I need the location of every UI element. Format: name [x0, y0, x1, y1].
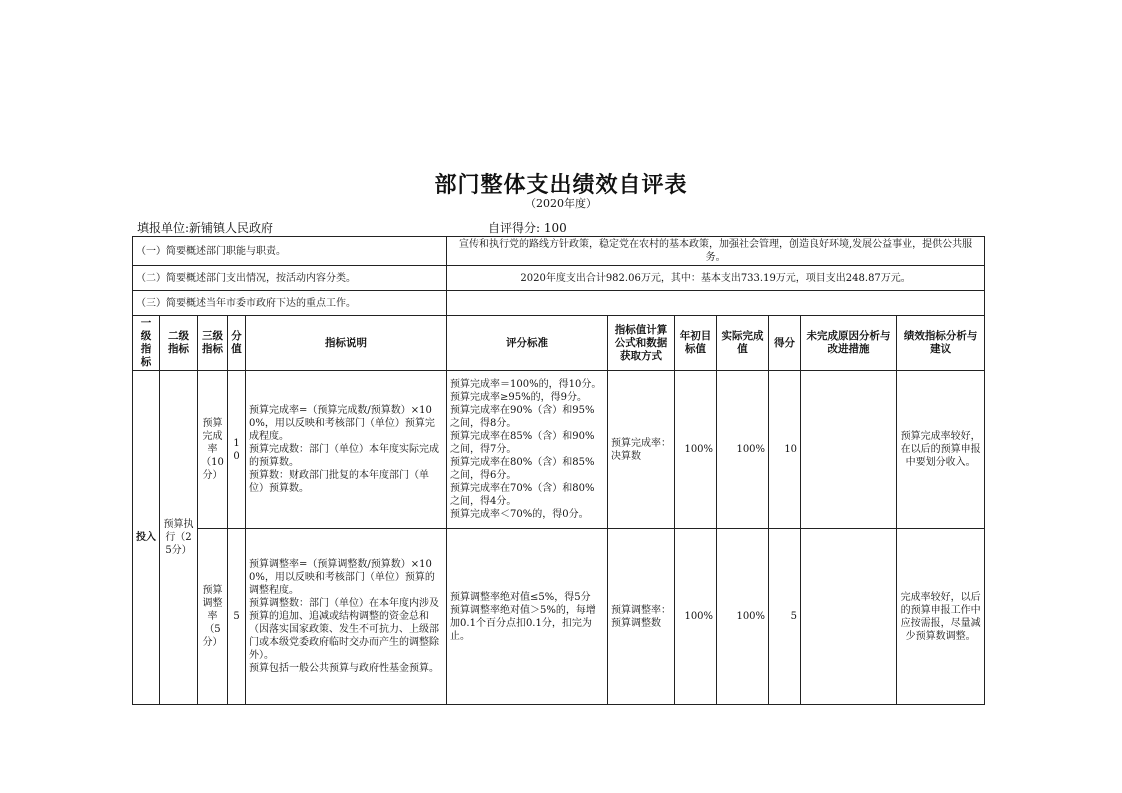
section-label: （三）简要概述当年市委市政府下达的重点工作。: [133, 291, 447, 316]
section-row-2: [133, 266, 985, 291]
header-std: 评分标准: [447, 316, 608, 371]
header-advice: 绩效指标分析与建议: [897, 316, 985, 371]
unit-value: 新铺镇人民政府: [189, 221, 274, 235]
score-value: 100: [543, 221, 567, 235]
formula-source: 预算完成率：决算数: [608, 371, 675, 529]
actual-value: 100%: [717, 371, 769, 529]
page-title: 部门整体支出绩效自评表: [434, 173, 688, 198]
reason-analysis: [801, 529, 897, 705]
indicator-description: 预算完成率=（预算完成数/预算数）×100%，用以反映和考核部门（单位）预算完成程度。 预算完成数：部门（单位）本年度实际完成的预算数。 预算数：财政部门批复的本年度部门（单位）预算数。: [246, 371, 447, 529]
section-row-1: [133, 237, 985, 266]
points-value: 5: [228, 529, 246, 705]
performance-advice: 完成率较好，以后的预算申报工作中应按需报，尽量减少预算数调整。: [897, 529, 985, 705]
scoring-standard: 预算调整率绝对值≤5%，得5分 预算调整率绝对值＞5%的，每增加0.1个百分点扣0.1分，扣完为止。: [447, 529, 608, 705]
level3-indicator: 预算完成率（10分）: [198, 371, 228, 529]
actual-value: 100%: [717, 529, 769, 705]
header-target: 年初目标值: [675, 316, 717, 371]
self-score: [488, 219, 567, 236]
section-value: 2020年度支出合计982.06万元，其中：基本支出733.19万元，项目支出248.87万元。: [447, 266, 985, 291]
table-header-row: [133, 316, 985, 371]
target-value: 100%: [675, 371, 717, 529]
scoring-standard: 预算完成率＝100%的，得10分。 预算完成率≥95%的，得9分。 预算完成率在90%（含）和95%之间，得8分。 预算完成率在85%（含）和90%之间，得7分。 预算完成率在80%（含）和85%之间，得6分。 预算完成率在70%（含）和80%之间，得4分。 预算完成率＜70%的，得0分。: [447, 371, 608, 529]
performance-advice: 预算完成率较好，在以后的预算申报中要划分收入。: [897, 371, 985, 529]
table-row: [133, 529, 985, 705]
level3-indicator: 预算调整率（5分）: [198, 529, 228, 705]
header-l1: 一级指标: [133, 316, 160, 371]
header-desc: 指标说明: [246, 316, 447, 371]
level2-indicator: 预算执行（25分）: [160, 371, 198, 705]
table-row: [133, 371, 985, 529]
header-actual: 实际完成值: [717, 316, 769, 371]
evaluation-table: [132, 236, 985, 705]
score-cell: 10: [769, 371, 801, 529]
header-l3: 三级指标: [198, 316, 228, 371]
year-subtitle: （2020年度）: [525, 197, 597, 210]
reporting-unit: [137, 219, 273, 236]
points-value: 10: [228, 371, 246, 529]
score-label: 自评得分:: [488, 221, 541, 235]
level1-indicator: 投入: [133, 371, 160, 705]
reason-analysis: [801, 371, 897, 529]
header-score: 得分: [769, 316, 801, 371]
section-label: （一）简要概述部门职能与职责。: [133, 237, 447, 266]
indicator-description: 预算调整率=（预算调整数/预算数）×100%，用以反映和考核部门（单位）预算的调整程度。 预算调整数：部门（单位）在本年度内涉及预算的追加、追减或结构调整的资金总和（因落实国家政策、发生不可抗力、上级部门或本级党委政府临时交办而产生的调整除外）。 预算包括一般公共预算与政府性基金预算。: [246, 529, 447, 705]
unit-label: 填报单位:: [137, 221, 190, 235]
section-value: [447, 291, 985, 316]
header-reason: 未完成原因分析与改进措施: [801, 316, 897, 371]
score-cell: 5: [769, 529, 801, 705]
formula-source: 预算调整率：预算调整数: [608, 529, 675, 705]
target-value: 100%: [675, 529, 717, 705]
section-value: 宣传和执行党的路线方针政策，稳定党在农村的基本政策，加强社会管理，创造良好环境,发展公益事业，提供公共服务。: [447, 237, 985, 266]
section-row-3: [133, 291, 985, 316]
header-l2: 二级指标: [160, 316, 198, 371]
header-formula: 指标值计算公式和数据获取方式: [608, 316, 675, 371]
section-label: （二）简要概述部门支出情况，按活动内容分类。: [133, 266, 447, 291]
header-pts: 分值: [228, 316, 246, 371]
